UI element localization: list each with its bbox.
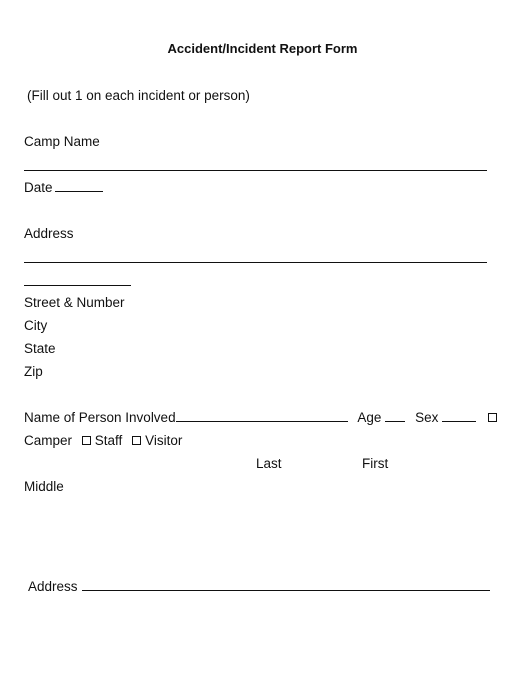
age-label: Age <box>357 410 382 425</box>
person-row <box>24 410 501 426</box>
address2-label: Address <box>28 579 78 594</box>
date-label: Date <box>24 180 53 195</box>
middle-label: Middle <box>24 479 64 494</box>
camp-name-line[interactable] <box>24 170 487 171</box>
role-row <box>24 433 182 449</box>
visitor-label: Visitor <box>145 433 183 448</box>
address-line-1[interactable] <box>24 262 487 263</box>
state-label: State <box>24 341 56 356</box>
staff-label: Staff <box>94 433 123 448</box>
sex-line[interactable] <box>442 410 476 422</box>
last-label: Last <box>256 456 282 471</box>
person-label: Name of Person Involved <box>24 410 176 425</box>
visitor-checkbox[interactable] <box>132 436 141 445</box>
camper-label: Camper <box>24 433 73 448</box>
age-line[interactable] <box>385 410 405 422</box>
address2-row <box>28 579 490 595</box>
zip-label: Zip <box>24 364 43 379</box>
instruction-text: (Fill out 1 on each incident or person) <box>27 88 250 103</box>
sex-label: Sex <box>415 410 439 425</box>
address-line-2[interactable] <box>24 285 131 286</box>
camp-name-label: Camp Name <box>24 134 100 149</box>
street-label: Street & Number <box>24 295 125 310</box>
form-title: Accident/Incident Report Form <box>167 41 358 56</box>
staff-checkbox[interactable] <box>82 436 91 445</box>
first-label: First <box>362 456 389 471</box>
person-name-line[interactable] <box>176 410 348 422</box>
camper-checkbox[interactable] <box>488 413 497 422</box>
city-label: City <box>24 318 48 333</box>
date-line[interactable] <box>55 180 103 192</box>
address-label: Address <box>24 226 74 241</box>
date-row <box>24 180 103 196</box>
address2-line[interactable] <box>82 579 490 591</box>
